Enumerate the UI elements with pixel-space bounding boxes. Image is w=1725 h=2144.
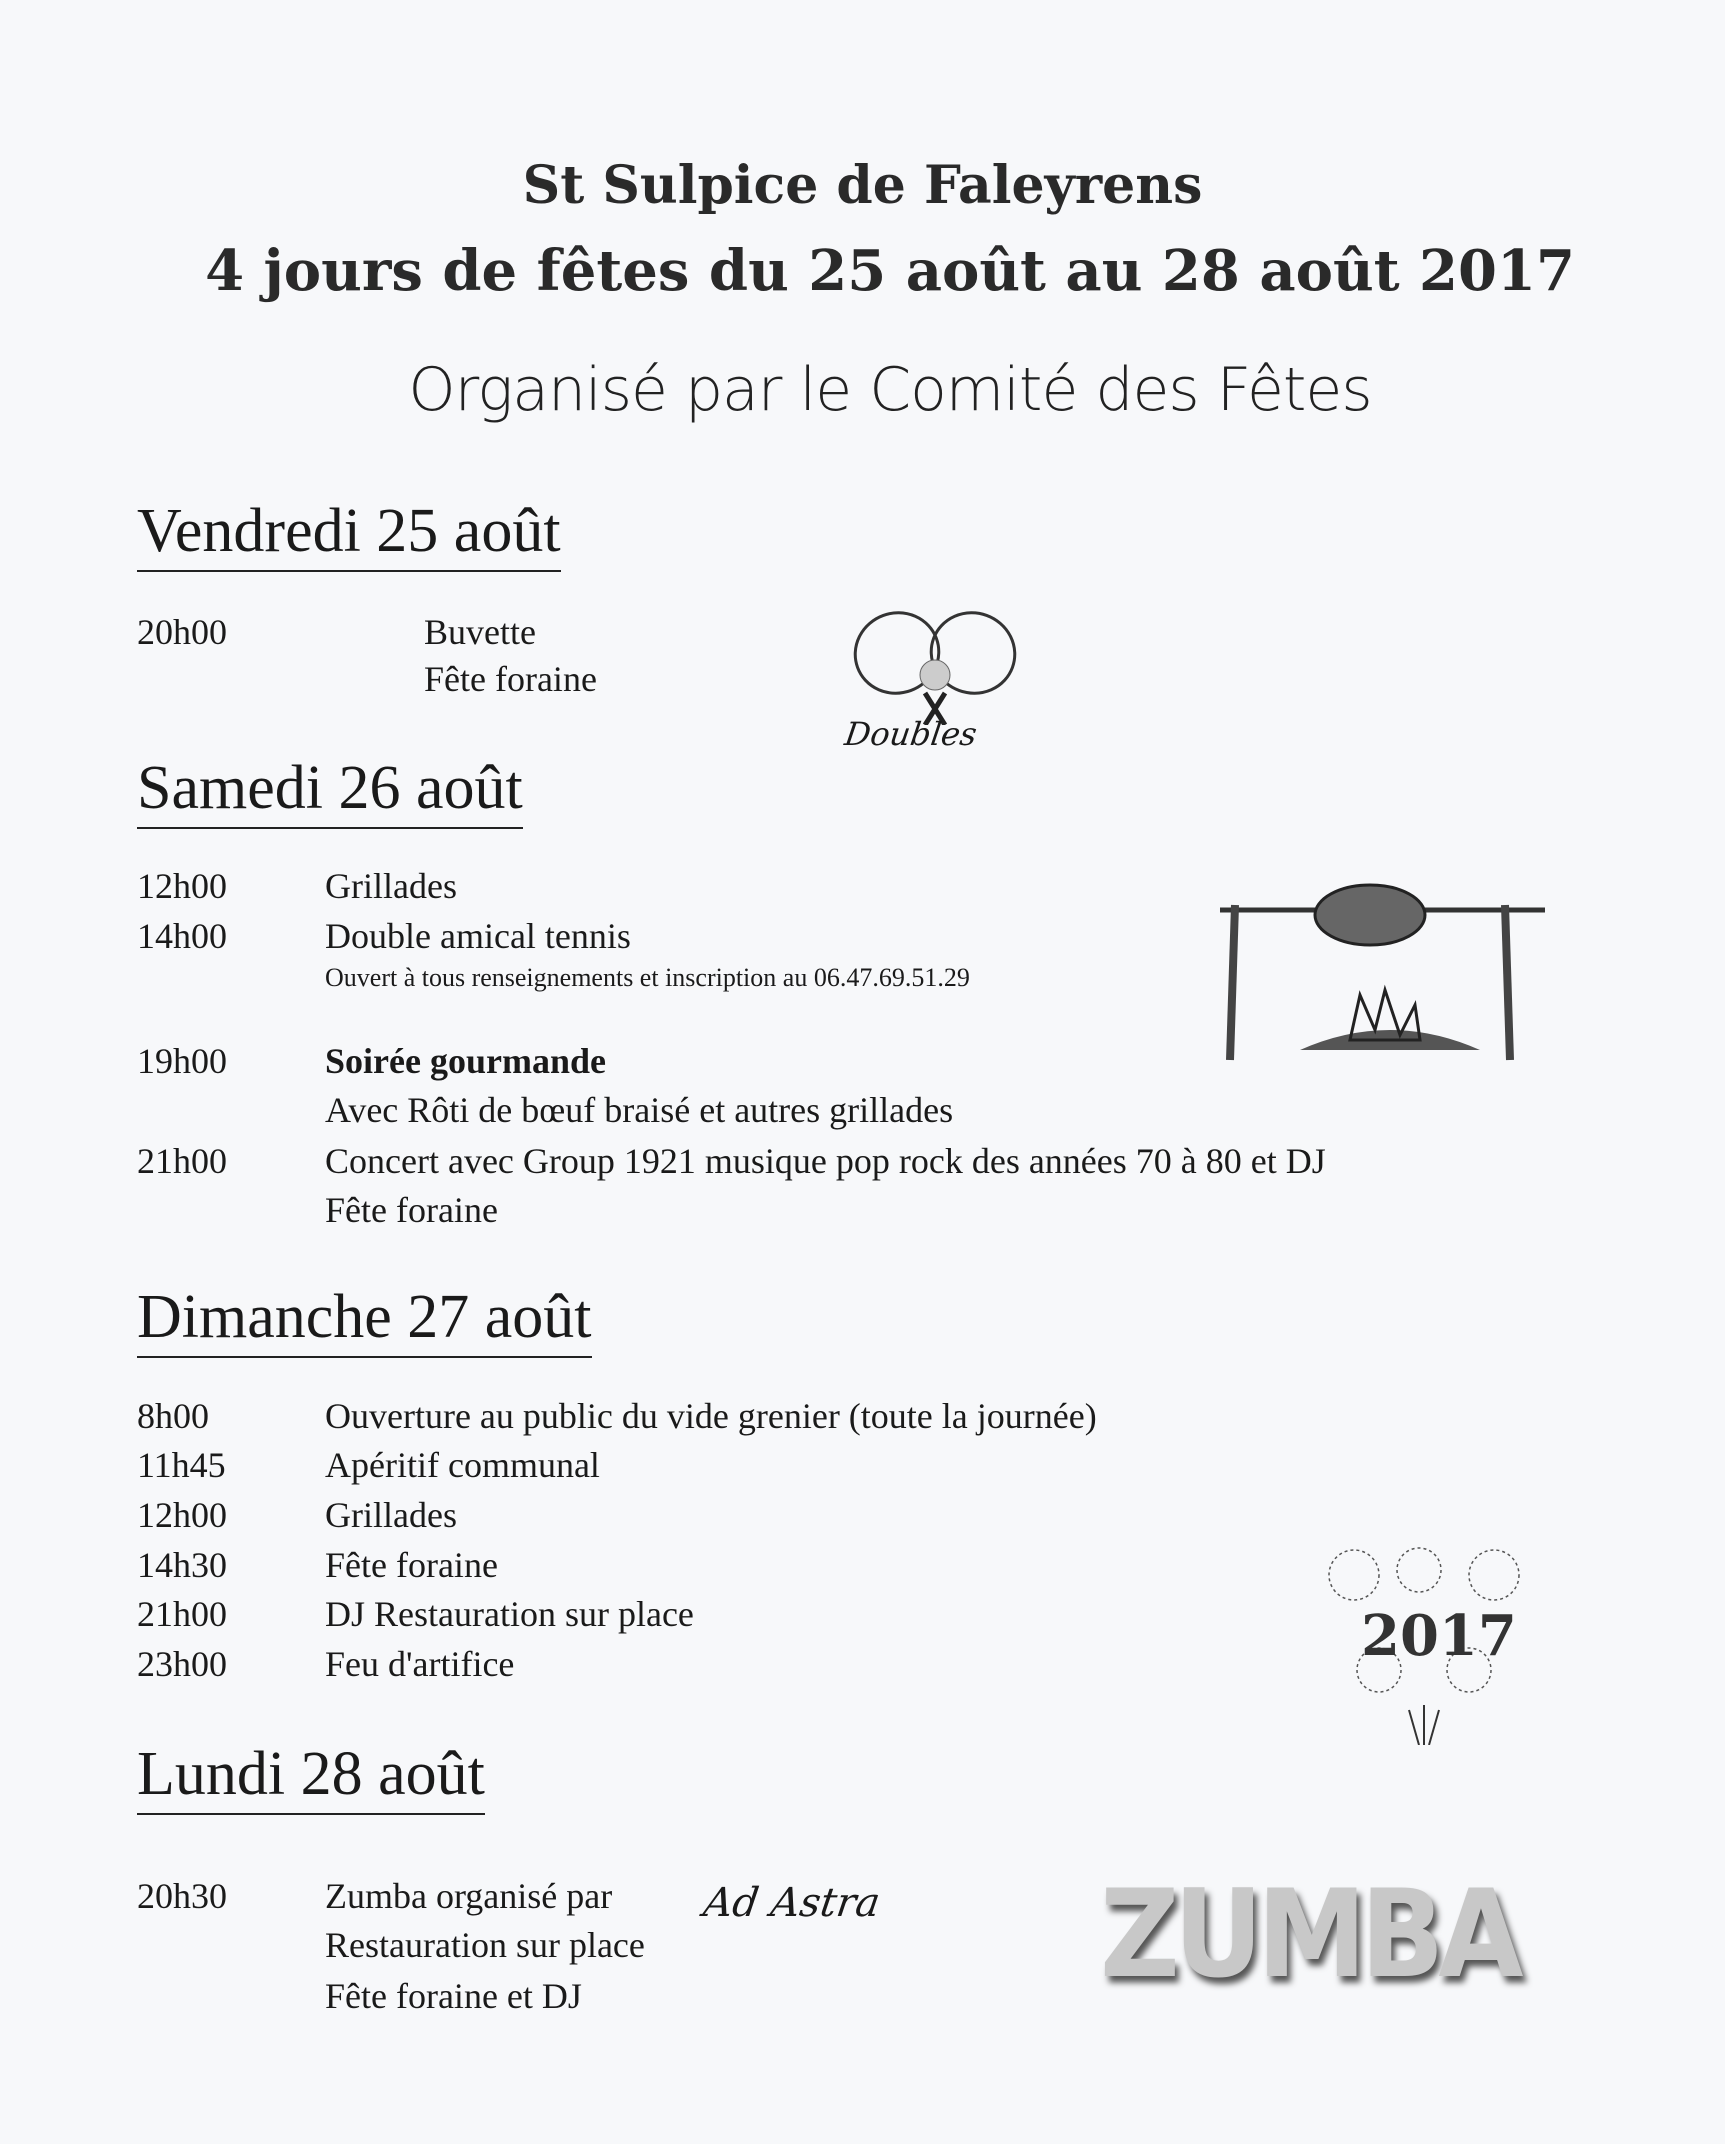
event-text: Fête foraine (325, 1190, 498, 1230)
event-time: 14h00 (137, 916, 227, 956)
day-heading-vendredi: Vendredi 25 août (137, 500, 561, 572)
fireworks-year-text: 2017 (1361, 1603, 1517, 1669)
page-subtitle: 4 jours de fêtes du 25 août au 28 août 2017 (205, 238, 1575, 304)
event-text: Buvette (424, 612, 536, 652)
event-text: Restauration sur place (325, 1925, 645, 1965)
event-time: 23h00 (137, 1644, 227, 1684)
event-note: Ouvert à tous renseignements et inscription au 06.47.69.51.29 (325, 963, 970, 992)
event-text: Fête foraine (424, 659, 597, 699)
event-text: Ouverture au public du vide grenier (toute la journée) (325, 1396, 1097, 1436)
event-time: 21h00 (137, 1141, 227, 1181)
page-title: St Sulpice de Faleyrens (522, 155, 1203, 216)
fireworks-2017-image (1319, 1545, 1531, 1745)
event-time: 8h00 (137, 1396, 209, 1436)
event-text: Zumba organisé par (325, 1876, 613, 1916)
roast-spit-icon (1210, 880, 1560, 1070)
event-text: Apéritif communal (325, 1445, 600, 1485)
event-text: Concert avec Group 1921 musique pop rock des années 70 à 80 et DJ (325, 1141, 1326, 1181)
event-text: Soirée gourmande (325, 1041, 606, 1081)
tennis-rackets-icon (845, 605, 1025, 725)
ad-astra-logo: Ad Astra (700, 1880, 883, 1926)
event-text: Feu d'artifice (325, 1644, 515, 1684)
event-text: Grillades (325, 1495, 457, 1535)
event-text: Avec Rôti de bœuf braisé et autres grillades (325, 1090, 954, 1130)
zumba-logo: ZUMBA (1100, 1863, 1518, 2005)
event-time: 12h00 (137, 866, 227, 906)
tennis-rackets-logo (842, 605, 1025, 775)
event-time: 20h30 (137, 1876, 227, 1916)
event-text: Double amical tennis (325, 916, 631, 956)
event-text: Grillades (325, 866, 457, 906)
day-heading-samedi: Samedi 26 août (137, 757, 523, 829)
event-text: Fête foraine et DJ (325, 1976, 582, 2016)
event-time: 19h00 (137, 1041, 227, 1081)
organizer-line: Organisé par le Comité des Fêtes (408, 355, 1372, 425)
event-text: Fête foraine (325, 1545, 498, 1585)
day-heading-lundi: Lundi 28 août (137, 1743, 485, 1815)
day-heading-dimanche: Dimanche 27 août (137, 1286, 592, 1358)
event-time: 14h30 (137, 1545, 227, 1585)
event-time: 12h00 (137, 1495, 227, 1535)
event-time: 11h45 (137, 1445, 226, 1485)
event-time: 20h00 (137, 612, 227, 652)
event-text: DJ Restauration sur place (325, 1594, 694, 1634)
tennis-logo-text: Doubles (842, 715, 980, 753)
event-time: 21h00 (137, 1594, 227, 1634)
